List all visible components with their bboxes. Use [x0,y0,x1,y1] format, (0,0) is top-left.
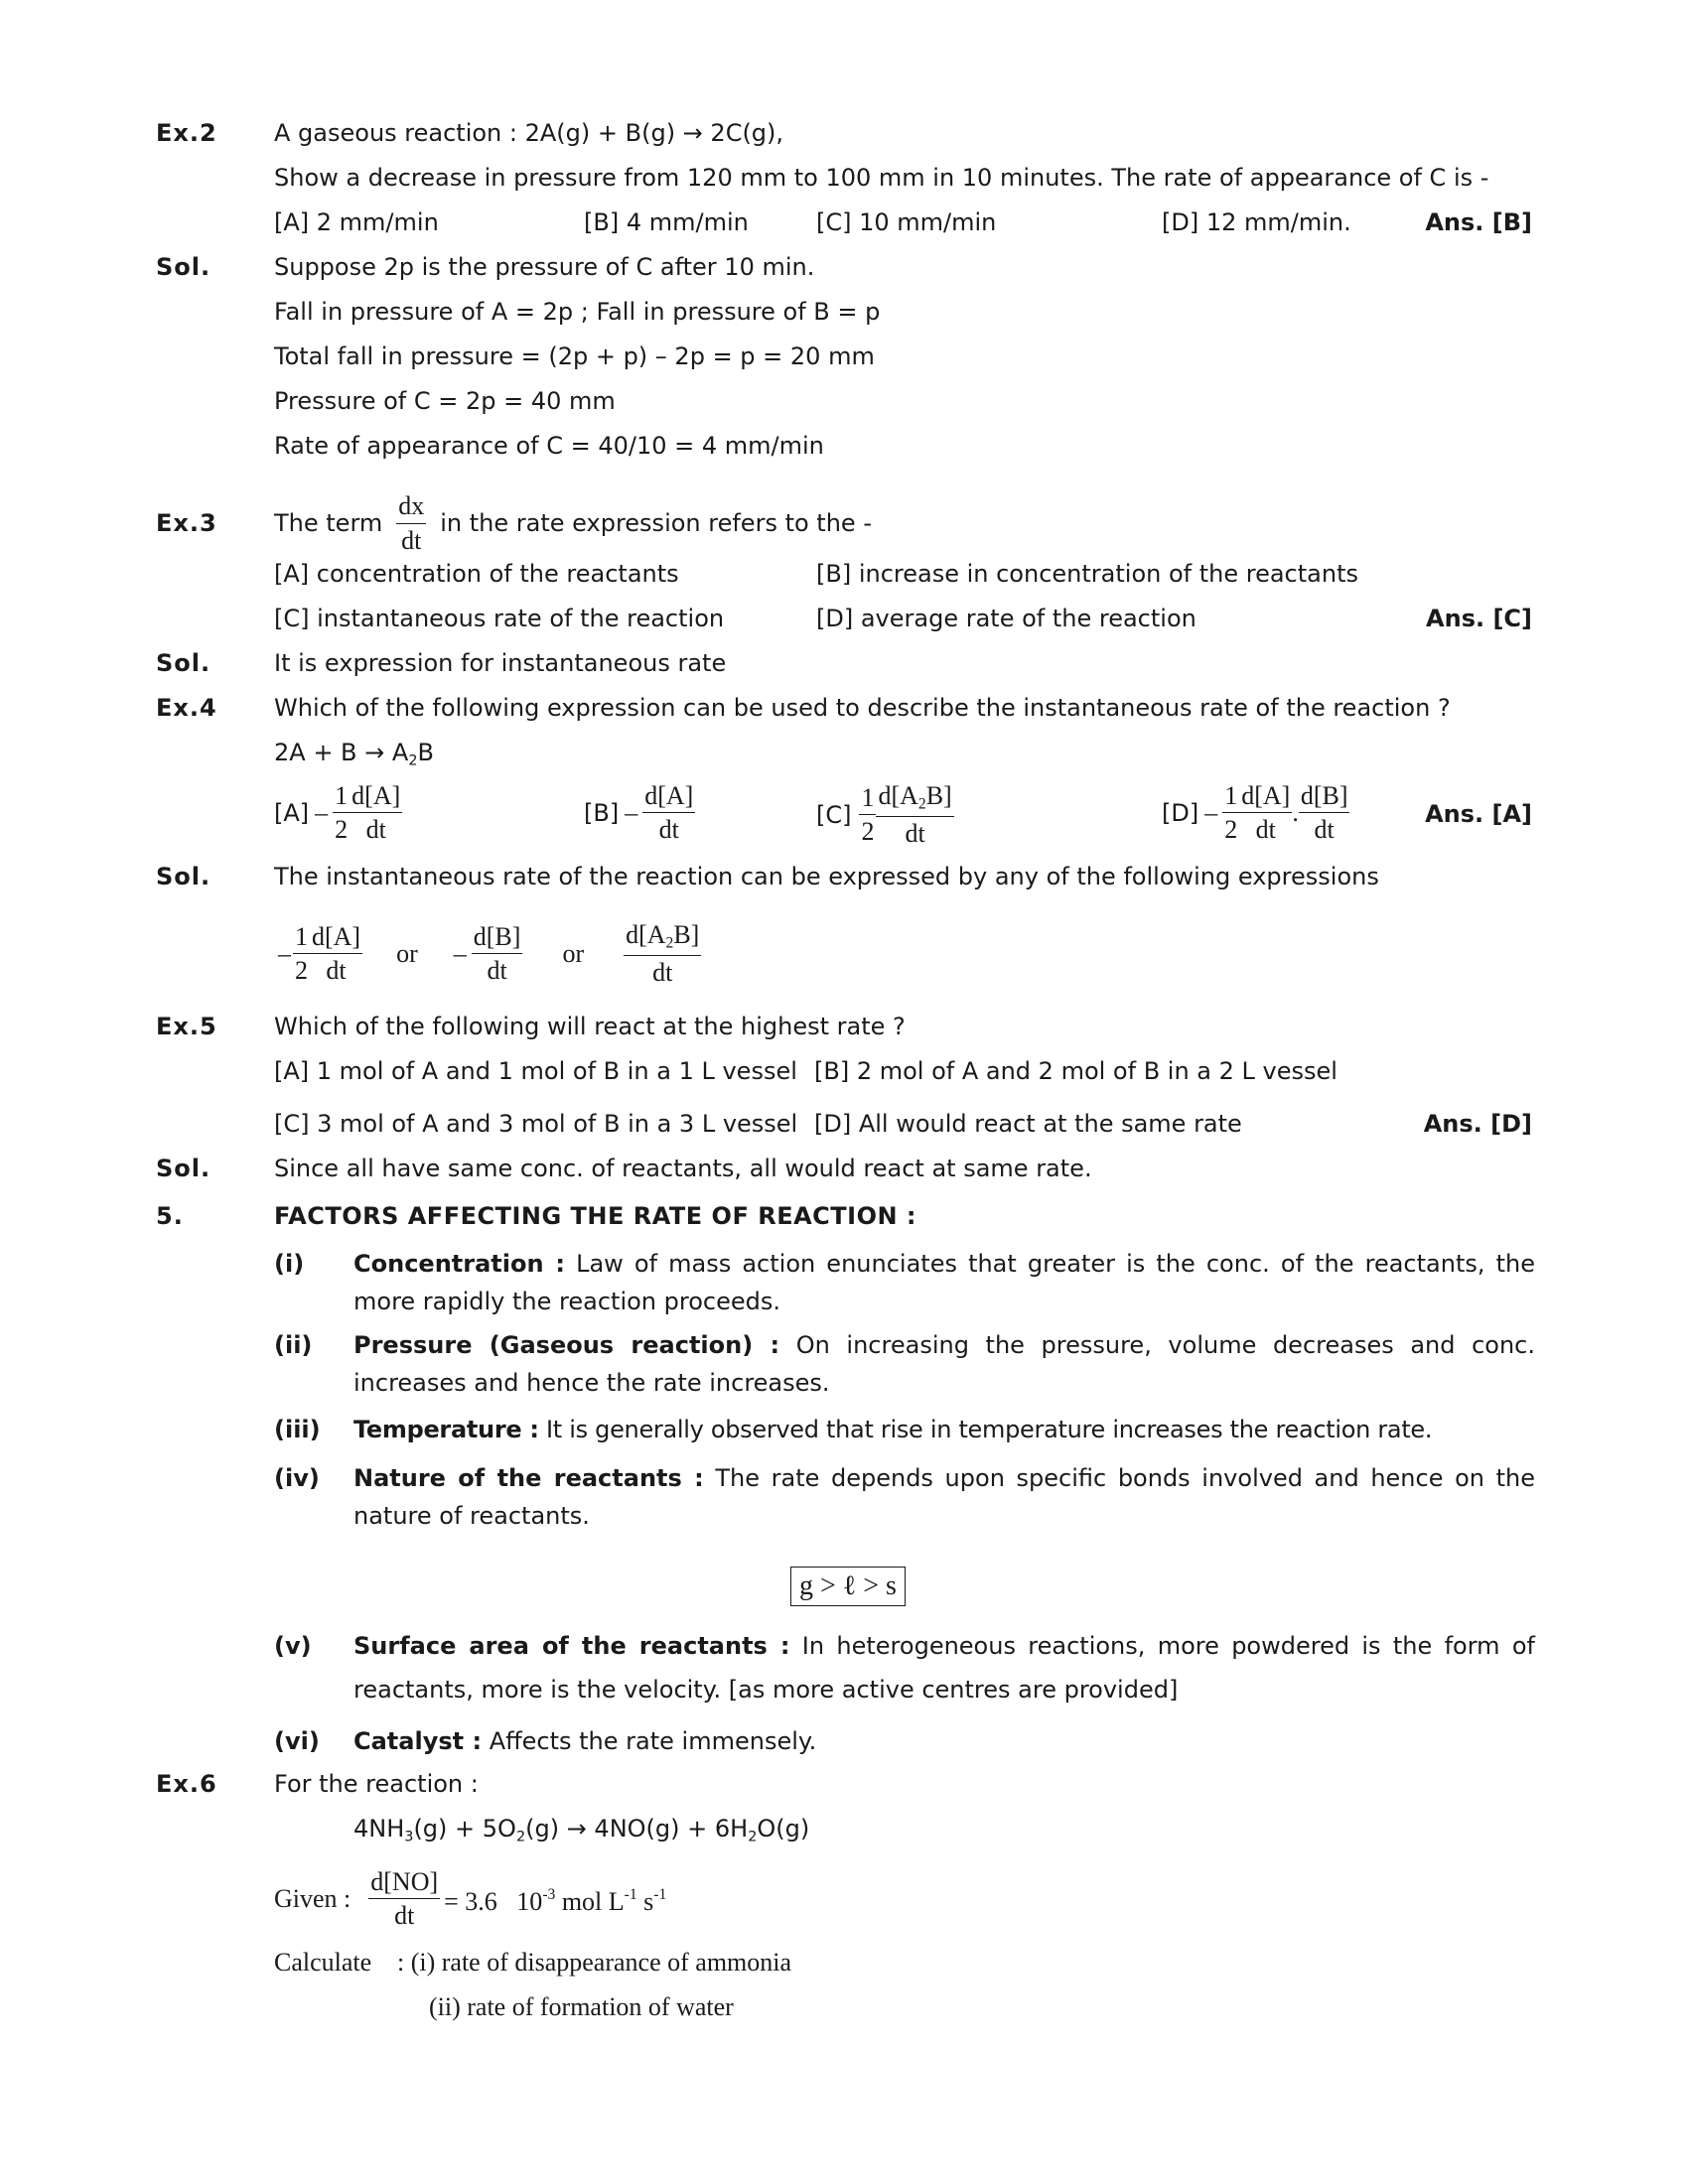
ex6-unit1: mol L [555,1887,625,1917]
ex6-r-s2: 2 [515,1829,526,1845]
ex5-option-b: [B] 2 mol of A and 2 mol of B in a 2 L vessel [814,1057,1337,1085]
ex2-sol-line5: Rate of appearance of C = 40/10 = 4 mm/min [274,432,824,460]
ex4-d-dA: d[A] [1239,782,1292,813]
ex5-options-row2 [0,1102,1688,1146]
ex6-intro-row [0,1762,1688,1806]
ex5-label: Ex.5 [156,1013,217,1040]
ex3-question-post: in the rate expression refers to the - [440,509,872,537]
ex5-option-a: [A] 1 mol of A and 1 mol of B in a 1 L vessel [274,1057,797,1085]
ex4-d-half-den: 2 [1224,815,1238,845]
ex6-calc-row2 [0,1985,1688,2029]
ex3-sol-row [0,641,1688,685]
ex6-calc-i: : (i) rate of disappearance of ammonia [397,1948,792,1977]
ex3-sol-text: It is expression for instantaneous rate [274,649,727,677]
ex6-reaction-row [0,1807,1688,1850]
ex4-sol-a-dt: dt [326,956,347,986]
ex4-question-row [0,686,1688,730]
ex4-c-dt: dt [905,819,925,849]
ex4-a-half-den: 2 [335,815,349,845]
ex2-sol-line3: Total fall in pressure = (2p + p) – 2p = p = 20 mm [274,342,875,370]
ex2-sol-row2 [0,290,1688,334]
ex4-a-half [333,782,350,844]
ex4-sol-a-half [293,923,310,985]
ex6-unit2: s [636,1887,654,1917]
ex4-a-dA: d[A] [350,782,402,813]
ex4-options-row [0,778,1688,850]
ex2-option-b: [B] 4 mm/min [584,208,749,236]
ex4-reaction-sub: 2 [408,752,418,769]
ex4-a-dt: dt [365,815,386,845]
ex6-given [274,1868,666,1930]
ex4-c-dA2B [876,782,953,817]
factor-vi-title: Catalyst : [353,1727,483,1755]
ex4-d-dB: d[B] [1299,782,1350,813]
ex3-options-row2 [0,597,1688,640]
ex6-given-num: d[NO] [368,1868,440,1899]
ex6-r-s3: 2 [748,1829,758,1845]
factor-i-title: Concentration : [353,1250,565,1278]
ex4-option-a-label: [A] [274,798,310,827]
factor-i-num: (i) [274,1250,305,1278]
ex4-question: Which of the following expression can be used to describe the instantaneous rate of the reaction ? [274,694,1451,722]
ex4-b-minus: – [625,797,638,827]
ex4-option-d-label: [D] [1162,798,1199,827]
ex6-calc-row [0,1941,1688,1984]
ex5-question: Which of the following will react at the highest rate ? [274,1013,906,1040]
ex4-option-c-label: [C] [816,800,852,829]
ex5-sol-row [0,1147,1688,1190]
ex6-r-s1: 3 [404,1829,414,1845]
ex4-sol-c-dA2B [624,921,701,956]
factor-vi-text: Affects the rate immensely. [482,1727,817,1755]
ex4-b-dA: d[A] [642,782,695,813]
state-order-box: g > ℓ > s [790,1567,906,1606]
ex4-sol-a-half-den: 2 [295,956,308,986]
ex5-question-row [0,1005,1688,1048]
ex4-c-dA2B-pre: d[A [878,781,918,810]
ex4-d-dBdt [1299,782,1350,844]
ex4-sol-a-dAdt [310,923,362,985]
ex3-sol-label: Sol. [156,649,211,677]
ex2-options-row [0,201,1688,244]
ex3-dxdt-fraction [396,492,426,554]
ex6-r-p2: (g) + 5O [413,1815,516,1843]
factor-ii-num: (ii) [274,1331,313,1359]
ex3-frac-num: dx [396,492,426,523]
ex4-option-b-label: [B] [584,798,620,827]
ex4-reaction-tail: B [417,739,434,766]
ex2-sol-row [0,245,1688,289]
ex4-option-d [1162,782,1349,844]
ex4-sol-label: Sol. [156,863,211,890]
ex3-option-b: [B] increase in concentration of the reactants [816,560,1358,588]
ex6-r-p4: O(g) [757,1815,810,1843]
ex4-d-dt2: dt [1314,815,1335,845]
ex5-answer: Ans. [D] [1423,1110,1532,1138]
ex4-option-b [584,782,695,844]
ex3-label: Ex.3 [156,509,217,537]
ex2-question-row2 [0,156,1688,200]
ex4-sol-b-dBdt [472,923,523,985]
factor-v-title: Surface area of the reactants : [353,1632,790,1660]
ex2-sol-label: Sol. [156,253,211,281]
ex6-reaction [353,1807,809,1858]
ex4-sol-b-dt: dt [487,956,507,986]
ex4-a-dAdt [350,782,402,844]
ex3-question-pre: The term [274,509,383,537]
section5-heading-row [0,1194,1688,1238]
factor-vi-num: (vi) [274,1727,320,1755]
factor-vi [353,1722,1535,1760]
factor-i [353,1245,1535,1320]
ex2-question-row [0,111,1688,155]
ex6-calc-label: Calculate [274,1948,372,1977]
ex6-given-row [0,1864,1688,1936]
ex3-option-c: [C] instantaneous rate of the reaction [274,605,725,632]
ex4-sol-text: The instantaneous rate of the reaction can be expressed by any of the following expressions [274,863,1379,890]
ex3-option-d: [D] average rate of the reaction [816,605,1196,632]
factor-iii-text: It is generally observed that rise in temperature increases the reaction rate. [538,1416,1433,1443]
factor-v-text: In heterogeneous reactions, more powdered is the form of reactants, more is the velocity. [as more active centres are provided] [353,1632,1535,1704]
ex5-sol-label: Sol. [156,1155,211,1182]
ex3-answer: Ans. [C] [1426,605,1532,632]
ex4-sol-a-dA: d[A] [310,923,362,954]
factor-v-num: (v) [274,1632,312,1660]
ex2-sol-row3 [0,335,1688,378]
factor-ii [353,1326,1535,1402]
ex4-sol-expr-a [278,921,701,986]
ex6-given-den: dt [394,1901,415,1931]
ex4-sol-or-2: or [562,938,585,968]
ex4-sol-c-dA2Bdt [624,921,701,986]
ex4-c-half-den: 2 [861,817,875,847]
ex6-dNOdt [368,1868,440,1930]
ex4-sol-c-dA2B-post: B] [673,920,700,949]
ex5-options-row1 [0,1049,1688,1093]
section5-heading: FACTORS AFFECTING THE RATE OF REACTION : [274,1202,917,1230]
ex6-given-value [444,1873,666,1924]
ex4-reaction [274,731,434,782]
ex2-option-a: [A] 2 mm/min [274,208,439,236]
ex6-r-p3: (g) → 4NO(g) + 6H [525,1815,749,1843]
ex4-a-half-num: 1 [333,782,350,813]
factor-ii-text: On increasing the pressure, volume decreases and conc. increases and hence the rate increases. [353,1331,1535,1397]
ex6-exp2: -1 [624,1886,637,1904]
ex6-given-label: Given : [274,1883,352,1913]
ex4-d-half [1222,782,1239,844]
ex2-option-c: [C] 10 mm/min [816,208,997,236]
ex4-sol-or-1: or [396,938,418,968]
ex2-sol-row4 [0,379,1688,423]
ex2-answer: Ans. [B] [1425,208,1532,236]
ex4-answer: Ans. [A] [1425,800,1532,828]
ex2-sol-line1: Suppose 2p is the pressure of C after 10 min. [274,253,815,281]
ex4-reaction-row [0,731,1688,774]
ex4-c-half-num: 1 [859,784,876,815]
ex6-r-p1: 4NH [353,1815,405,1843]
ex4-sol-b-minus: – [453,938,467,968]
ex4-d-dAdt [1239,782,1292,844]
ex2-sol-line4: Pressure of C = 2p = 40 mm [274,387,616,415]
ex3-frac-den: dt [401,525,422,555]
ex6-exp1: -3 [542,1886,556,1904]
ex4-a-minus: – [315,797,329,827]
ex4-option-a [274,782,402,844]
section5-number: 5. [156,1202,184,1230]
ex4-sol-expressions [0,915,1688,995]
factor-iii-num: (iii) [274,1416,321,1443]
ex4-reaction-main: 2A + B → A [274,739,409,766]
factor-iv-text: The rate depends upon specific bonds involved and hence on the nature of reactants. [353,1464,1535,1530]
ex4-sol-row [0,855,1688,898]
ex6-exp3: -1 [653,1886,667,1904]
ex4-d-dot: . [1292,797,1299,827]
ex4-c-dA2B-sub: 2 [917,795,926,813]
ex5-sol-text: Since all have same conc. of reactants, all would react at same rate. [274,1155,1092,1182]
ex2-sol-line2: Fall in pressure of A = 2p ; Fall in pressure of B = p [274,298,881,326]
ex4-b-dAdt [642,782,695,844]
ex4-sol-b-dB: d[B] [472,923,523,954]
ex3-question-row [0,493,1688,553]
factor-iv-num: (iv) [274,1464,320,1492]
ex4-option-c [816,782,954,847]
ex4-d-half-num: 1 [1222,782,1239,813]
ex6-calc-ii: (ii) rate of formation of water [429,1992,734,2021]
ex2-question-line2: Show a decrease in pressure from 120 mm to 100 mm in 10 minutes. The rate of appearance of C is - [274,164,1489,192]
ex2-label: Ex.2 [156,119,217,147]
factor-ii-title: Pressure (Gaseous reaction) : [353,1331,780,1359]
ex2-sol-row5 [0,424,1688,468]
ex4-b-dt: dt [658,815,679,845]
ex6-given-num-value: = 3.6 10 [444,1887,543,1917]
ex4-c-half [859,784,876,846]
ex3-question [274,493,872,553]
factor-iv [353,1459,1535,1535]
ex4-c-dA2B-post: B] [925,781,952,810]
ex4-label: Ex.4 [156,694,217,722]
ex5-option-c: [C] 3 mol of A and 3 mol of B in a 3 L vessel [274,1110,798,1138]
factor-i-text: Law of mass action enunciates that greater is the conc. of the reactants, the more rapidly the reaction proceeds. [353,1250,1535,1315]
ex5-option-d: [D] All would react at the same rate [814,1110,1242,1138]
ex4-c-dA2Bdt [876,782,953,847]
ex4-d-dt: dt [1255,815,1276,845]
ex4-sol-a-minus: – [278,938,291,968]
factor-iii [353,1411,1535,1448]
ex4-sol-c-dA2B-sub: 2 [665,934,674,952]
ex2-question-line1: A gaseous reaction : 2A(g) + B(g) → 2C(g), [274,119,784,147]
ex2-option-d: [D] 12 mm/min. [1162,208,1351,236]
ex3-option-a: [A] concentration of the reactants [274,560,679,588]
factor-iii-title: Temperature : [353,1416,539,1443]
ex4-sol-c-dt: dt [652,958,673,988]
factor-v [353,1624,1535,1711]
ex6-label: Ex.6 [156,1770,217,1798]
ex4-sol-a-half-num: 1 [293,923,310,954]
ex6-intro: For the reaction : [274,1770,479,1798]
ex4-sol-c-dA2B-pre: d[A [626,920,666,949]
ex4-d-minus: – [1204,797,1218,827]
factor-iv-title: Nature of the reactants : [353,1464,704,1492]
ex3-options-row1 [0,552,1688,596]
